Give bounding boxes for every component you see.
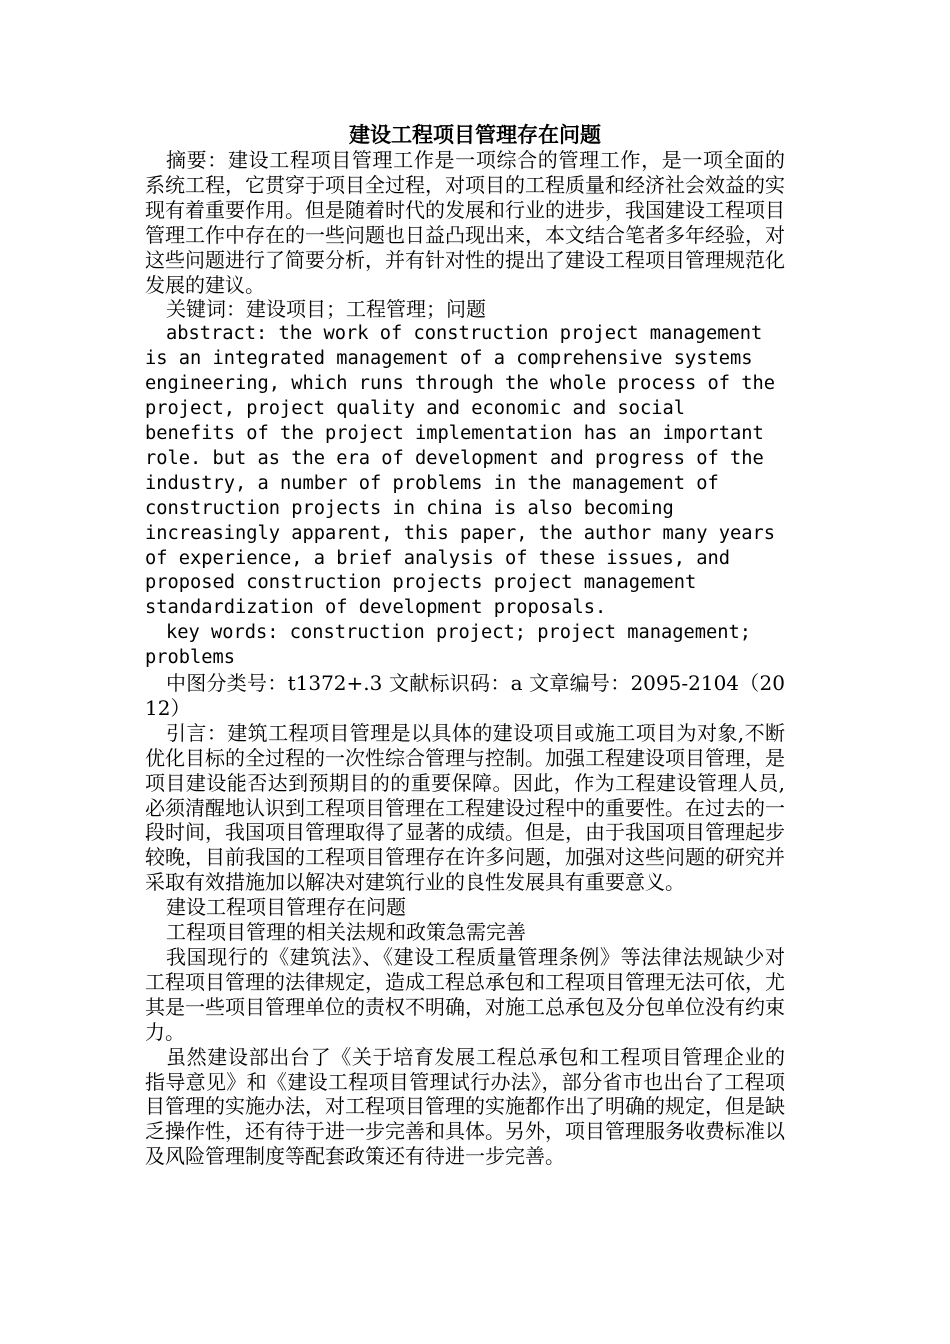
subsection-heading: 工程项目管理的相关法规和政策急需完善	[166, 920, 526, 945]
document-body	[145, 122, 785, 1169]
classification-line: 中图分类号：t1372+.3 文献标识码：a 文章编号：2095-2104（2012）	[145, 671, 785, 720]
abstract-english: abstract: the work of construction project management is an integrated management of a comprehensive systems engineering, which runs through the whole process of the project, project quality and economic and social benefits of the project implementation has an important role. but as the era of development and progress of the industry, a number of problems in the management of construction projects in china is also becoming increasingly apparent, this paper, the author many years of experience, a brief analysis of these issues, and proposed construction projects project management standardization of development proposals.	[145, 323, 776, 619]
document-title: 建设工程项目管理存在问题	[349, 122, 601, 147]
body-paragraph-1: 我国现行的《建筑法》、《建设工程质量管理条例》等法律法规缺少对工程项目管理的法律规定，造成工程总承包和工程项目管理无法可依，尤其是一些项目管理单位的责权不明确，对施工总承包及分包单位没有约束力。	[145, 945, 785, 1044]
section-heading: 建设工程项目管理存在问题	[166, 895, 406, 920]
keywords-chinese: 关键词：建设项目；工程管理；问题	[166, 297, 486, 322]
keywords-english: key words: construction project; project management; problems	[145, 622, 752, 669]
introduction-paragraph: 引言：建筑工程项目管理是以具体的建设项目或施工项目为对象,不断优化目标的全过程的一次性综合管理与控制。加强工程建设项目管理，是项目建设能否达到预期目的的重要保障。因此，作为工程建设管理人员,必须清醒地认识到工程项目管理在工程建设过程中的重要性。在过去的一段时间，我国项目管理取得了显著的成绩。但是，由于我国项目管理起步较晚，目前我国的工程项目管理存在许多问题，加强对这些问题的研究并采取有效措施加以解决对建筑行业的良性发展具有重要意义。	[145, 720, 785, 895]
body-paragraph-2: 虽然建设部出台了《关于培育发展工程总承包和工程项目管理企业的指导意见》和《建设工程项目管理试行办法》，部分省市也出台了工程项目管理的实施办法，对工程项目管理的实施都作出了明确的规定，但是缺乏操作性，还有待于进一步完善和具体。另外，项目管理服务收费标准以及风险管理制度等配套政策还有待进一步完善。	[145, 1044, 785, 1169]
abstract-chinese: 摘要：建设工程项目管理工作是一项综合的管理工作，是一项全面的系统工程，它贯穿于项目全过程，对项目的工程质量和经济社会效益的实现有着重要作用。但是随着时代的发展和行业的进步，我国建设工程项目管理工作中存在的一些问题也日益凸现出来，本文结合笔者多年经验，对这些问题进行了简要分析，并有针对性的提出了建设工程项目管理规范化发展的建议。	[145, 148, 785, 297]
